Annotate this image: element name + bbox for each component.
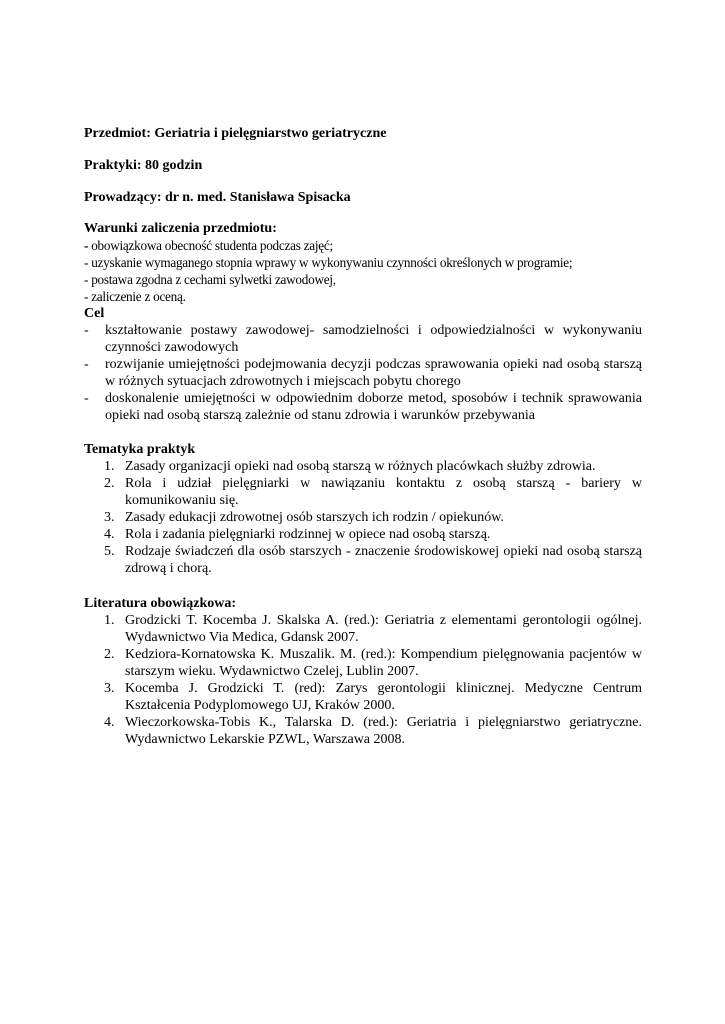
literature-number: 3. (104, 681, 115, 696)
condition-dash: - (84, 255, 92, 270)
literature-number: 4. (104, 715, 115, 730)
goal-dash: - (84, 357, 89, 372)
goal-dash: - (84, 323, 89, 338)
topic-item (84, 509, 642, 526)
conditions-heading: Warunki zaliczenia przedmiotu: (84, 221, 277, 236)
topic-number: 4. (104, 527, 115, 542)
goal-item (84, 356, 642, 390)
literature-section (84, 595, 642, 748)
condition-item (84, 237, 642, 254)
literature-heading: Literatura obowiązkowa: (84, 596, 237, 611)
goal-item (84, 322, 642, 356)
condition-item (84, 271, 642, 288)
topic-number: 2. (104, 476, 115, 491)
topic-number: 5. (104, 544, 115, 559)
condition-dash: - (84, 272, 92, 287)
topic-item (84, 526, 642, 543)
condition-item (84, 254, 642, 271)
literature-number: 1. (104, 613, 115, 628)
condition-text: uzyskanie wymaganego stopnia wprawy w wykonywaniu czynności określonych w programie; (91, 255, 573, 270)
goal-text: doskonalenie umiejętności w odpowiednim doborze metod, sposobów i technik sprawowania opieki nad osobą starszą zależnie od stanu zdrowia i warunków przebywania (105, 391, 642, 423)
topic-item (84, 475, 642, 509)
instructor-heading: Prowadzący: dr n. med. Stanisława Spisacka (84, 190, 351, 205)
condition-dash: - (84, 289, 92, 304)
topic-item (84, 458, 642, 475)
practice-hours-heading: Praktyki: 80 godzin (84, 158, 203, 173)
topics-section (84, 441, 642, 577)
goals-heading: Cel (84, 306, 105, 321)
goals-list (84, 322, 642, 424)
literature-item (84, 646, 642, 680)
condition-text: postawa zgodna z cechami sylwetki zawodowej, (91, 272, 336, 287)
literature-text: Grodzicki T. Kocemba J. Skalska A. (red.): Geriatria z elementami gerontologii ogólnej. Wydawnictwo Via Medica, Gdansk 2007. (125, 613, 642, 645)
condition-text: zaliczenie z oceną. (91, 289, 186, 304)
topic-item (84, 543, 642, 577)
goal-text: rozwijanie umiejętności podejmowania decyzji podczas sprawowania opieki nad osobą starszą w różnych sytuacjach zdrowotnych i miejscach pobytu chorego (105, 357, 642, 389)
goals-section (84, 305, 642, 424)
goal-dash: - (84, 391, 89, 406)
literature-text: Kocemba J. Grodzicki T. (red): Zarys gerontologii klinicznej. Medyczne Centrum Kształcenia Podyplomowego UJ, Kraków 2000. (125, 681, 642, 713)
literature-item (84, 612, 642, 646)
condition-dash: - (84, 238, 92, 253)
topics-heading: Tematyka praktyk (84, 442, 196, 457)
subject-heading: Przedmiot: Geriatria i pielęgniarstwo geriatryczne (84, 126, 387, 141)
literature-item (84, 680, 642, 714)
topic-text: Zasady edukacji zdrowotnej osób starszych ich rodzin / opiekunów. (125, 510, 504, 525)
topics-list (84, 458, 642, 577)
topic-number: 1. (104, 459, 115, 474)
document-content (84, 125, 642, 748)
conditions-section (84, 220, 642, 305)
literature-list (84, 612, 642, 748)
topic-text: Rodzaje świadczeń dla osób starszych - znaczenie środowiskowej opieki nad osobą starszą zdrową i chorą. (125, 544, 642, 576)
condition-item (84, 288, 642, 305)
goal-item (84, 390, 642, 424)
topic-text: Zasady organizacji opieki nad osobą starszą w różnych placówkach służby zdrowia. (125, 459, 596, 474)
topic-number: 3. (104, 510, 115, 525)
goal-text: kształtowanie postawy zawodowej- samodzielności i odpowiedzialności w wykonywaniu czynności zawodowych (105, 323, 642, 355)
literature-item (84, 714, 642, 748)
condition-text: obowiązkowa obecność studenta podczas zajęć; (91, 238, 333, 253)
literature-number: 2. (104, 647, 115, 662)
literature-text: Wieczorkowska-Tobis K., Talarska D. (red.): Geriatria i pielęgniarstwo geriatryczne. Wydawnictwo Lekarskie PZWL, Warszawa 2008. (125, 715, 642, 747)
topic-text: Rola i udział pielęgniarki w nawiązaniu kontaktu z osobą starszą - bariery w komunikowaniu się. (125, 476, 642, 508)
topic-text: Rola i zadania pielęgniarki rodzinnej w opiece nad osobą starszą. (125, 527, 491, 542)
literature-text: Kedziora-Kornatowska K. Muszalik. M. (red.): Kompendium pielęgnowania pacjentów w starszym wieku. Wydawnictwo Czelej, Lublin 2007. (125, 647, 642, 679)
